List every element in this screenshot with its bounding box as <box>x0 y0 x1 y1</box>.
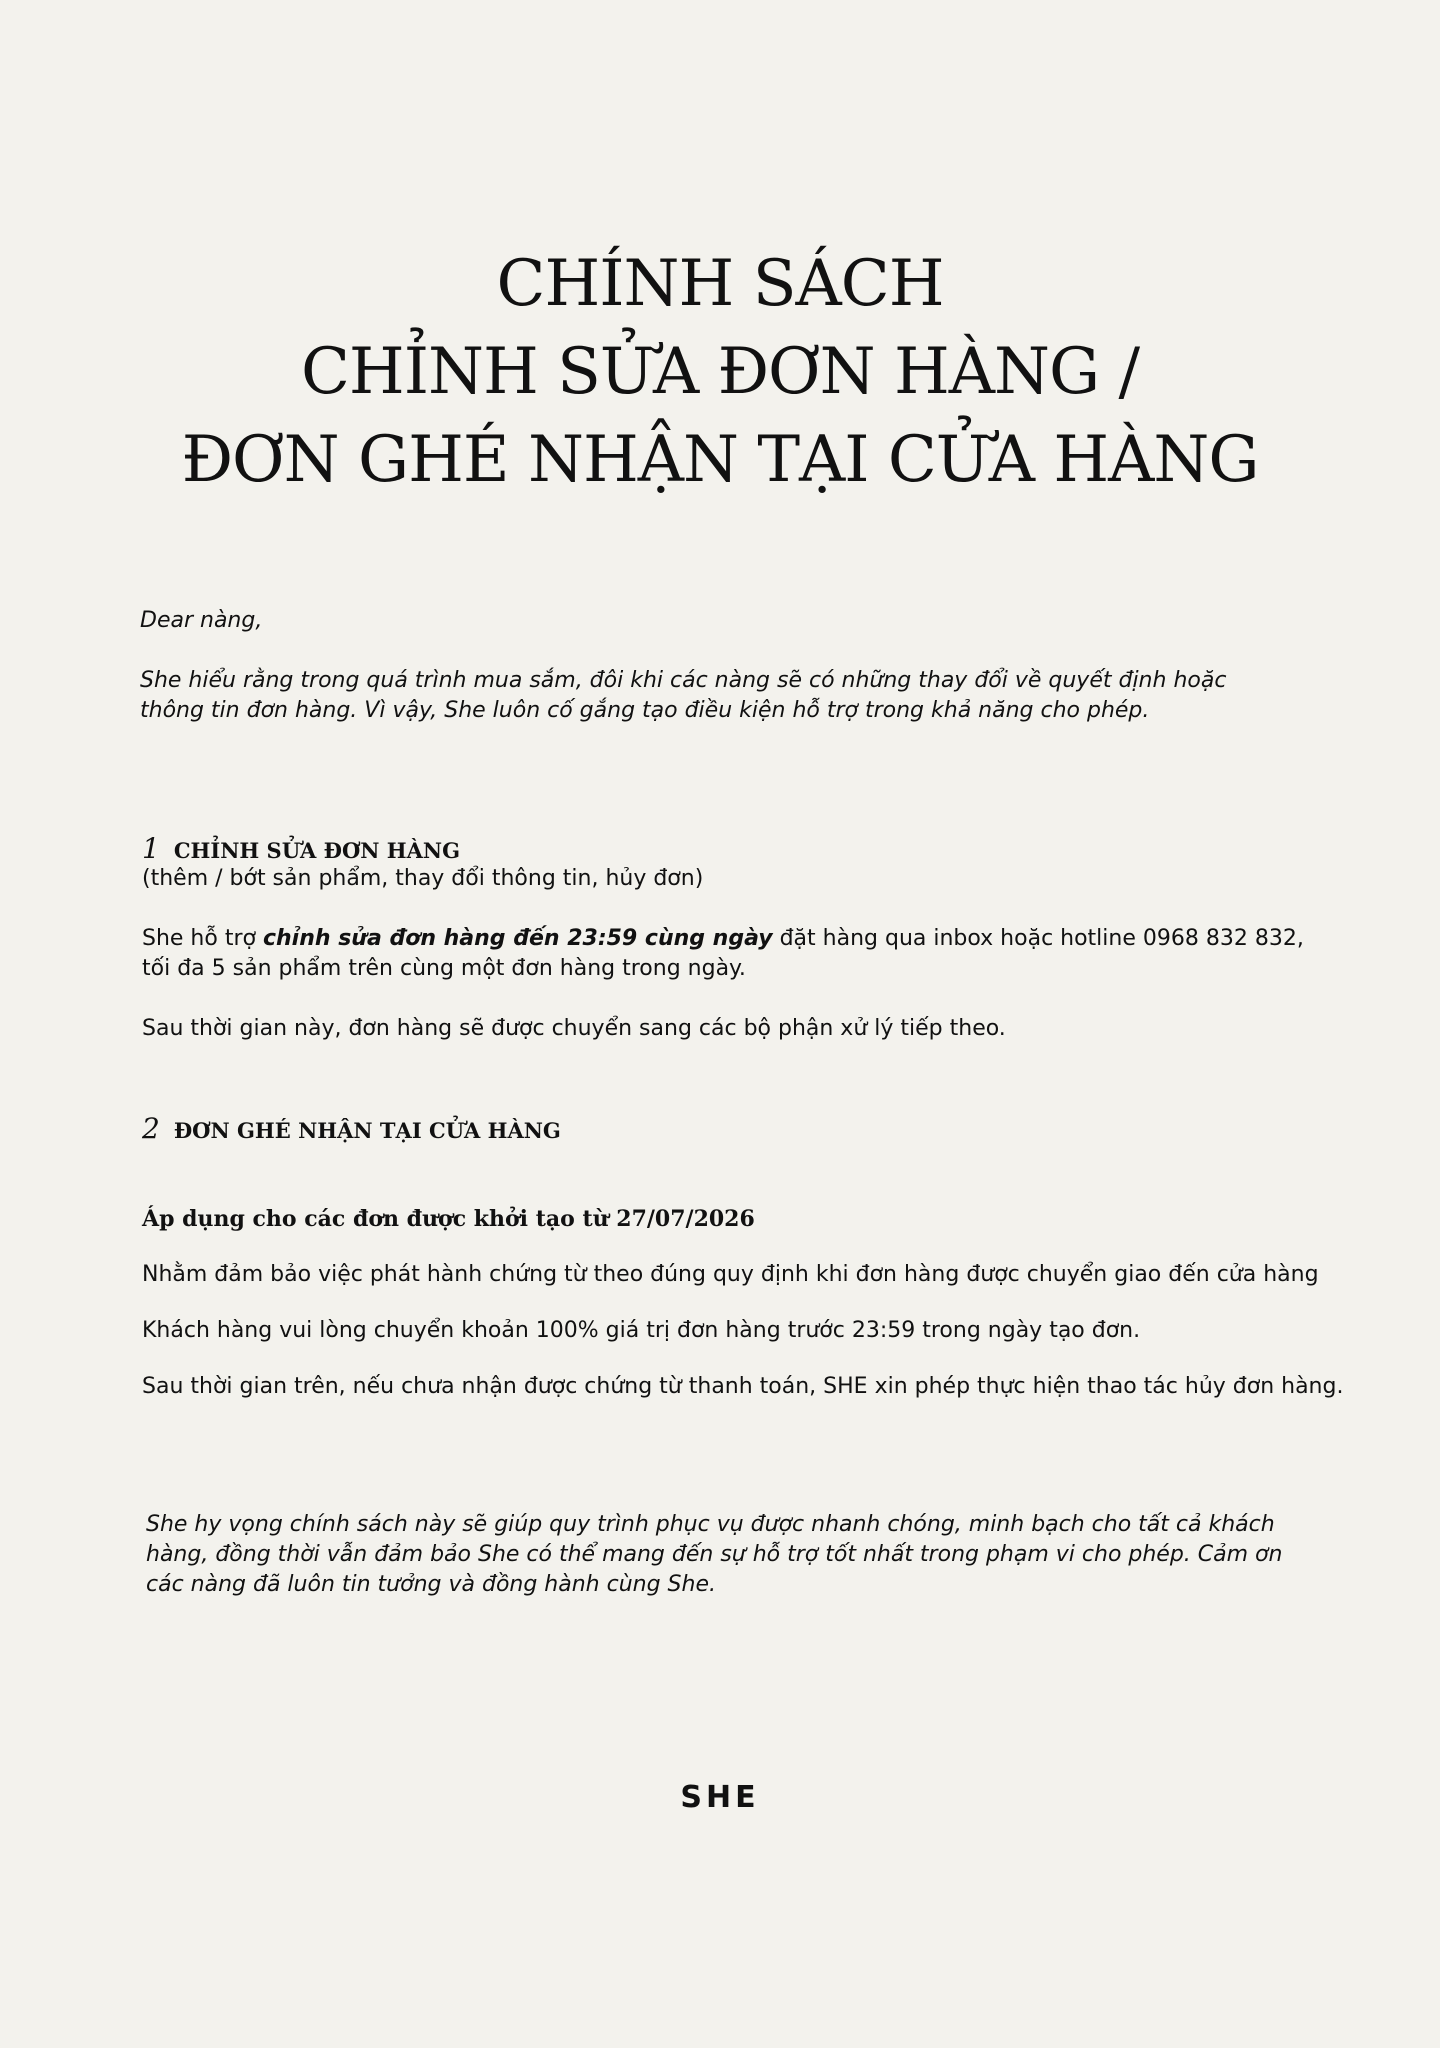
support-emphasis: chỉnh sửa đơn hàng đến 23:59 cùng ngày <box>262 926 773 951</box>
section-2-transfer <box>142 1316 1140 1346</box>
section-1-subheading: (thêm / bớt sản phẩm, thay đổi thông tin, hủy đơn) <box>142 866 704 891</box>
section-2-cancel <box>142 1372 1343 1402</box>
intro-paragraph <box>140 666 1280 726</box>
section-1-after-text: Sau thời gian này, đơn hàng sẽ được chuyển sang các bộ phận xử lý tiếp theo. <box>142 1016 1006 1041</box>
section-2-title: ĐƠN GHÉ NHẬN TẠI CỬA HÀNG <box>173 1118 561 1143</box>
support-prefix: She hỗ trợ <box>142 926 263 951</box>
section-2-heading <box>142 1114 561 1146</box>
support-suffix: đặt hàng qua inbox hoặc hotline 0968 832 832, <box>772 926 1304 951</box>
section-1-support-paragraph <box>142 924 1304 984</box>
section-1-after-paragraph <box>142 1014 1006 1044</box>
closing-paragraph <box>146 1510 1282 1600</box>
section-2-cancel-text: Sau thời gian trên, nếu chưa nhận được chứng từ thanh toán, SHE xin phép thực hiện thao tác hủy đơn hàng. <box>142 1374 1344 1399</box>
section-2-number: 2 <box>142 1112 160 1145</box>
section-2-apply-date: Áp dụng cho các đơn được khởi tạo từ 27/07/2026 <box>142 1206 755 1232</box>
section-2-purpose <box>142 1260 1319 1290</box>
section-1-number: 1 <box>142 832 160 865</box>
brand-logo: SHE <box>680 1780 760 1815</box>
section-2-purpose-text: Nhằm đảm bảo việc phát hành chứng từ theo đúng quy định khi đơn hàng được chuyển giao đến cửa hàng <box>142 1262 1319 1287</box>
page-title-line-2: CHỈNH SỬA ĐƠN HÀNG / <box>300 335 1140 409</box>
page-title-line-1: CHÍNH SÁCH <box>496 247 944 321</box>
closing-line-2: hàng, đồng thời vẫn đảm bảo She có thể mang đến sự hỗ trợ tốt nhất trong phạm vi cho phép. Cảm ơn <box>146 1542 1283 1567</box>
page-title <box>0 240 1440 504</box>
greeting: Dear nàng, <box>140 608 263 633</box>
section-1-support-line-2: tối đa 5 sản phẩm trên cùng một đơn hàng trong ngày. <box>142 956 746 981</box>
page-title-line-3: ĐƠN GHÉ NHẬN TẠI CỬA HÀNG <box>181 423 1259 497</box>
intro-line-1: She hiểu rằng trong quá trình mua sắm, đôi khi các nàng sẽ có những thay đổi về quyết định hoặc <box>140 668 1227 693</box>
section-1-title: CHỈNH SỬA ĐƠN HÀNG <box>173 838 461 863</box>
closing-line-3: các nàng đã luôn tin tưởng và đồng hành cùng She. <box>146 1572 716 1597</box>
section-1-heading <box>142 834 460 866</box>
intro-line-2: thông tin đơn hàng. Vì vậy, She luôn cố gắng tạo điều kiện hỗ trợ trong khả năng cho phép. <box>140 698 1150 723</box>
closing-line-1: She hy vọng chính sách này sẽ giúp quy trình phục vụ được nhanh chóng, minh bạch cho tất cả khách <box>146 1512 1275 1537</box>
section-2-transfer-text: Khách hàng vui lòng chuyển khoản 100% giá trị đơn hàng trước 23:59 trong ngày tạo đơn. <box>142 1318 1141 1343</box>
section-1-support-line-1 <box>142 924 1304 954</box>
